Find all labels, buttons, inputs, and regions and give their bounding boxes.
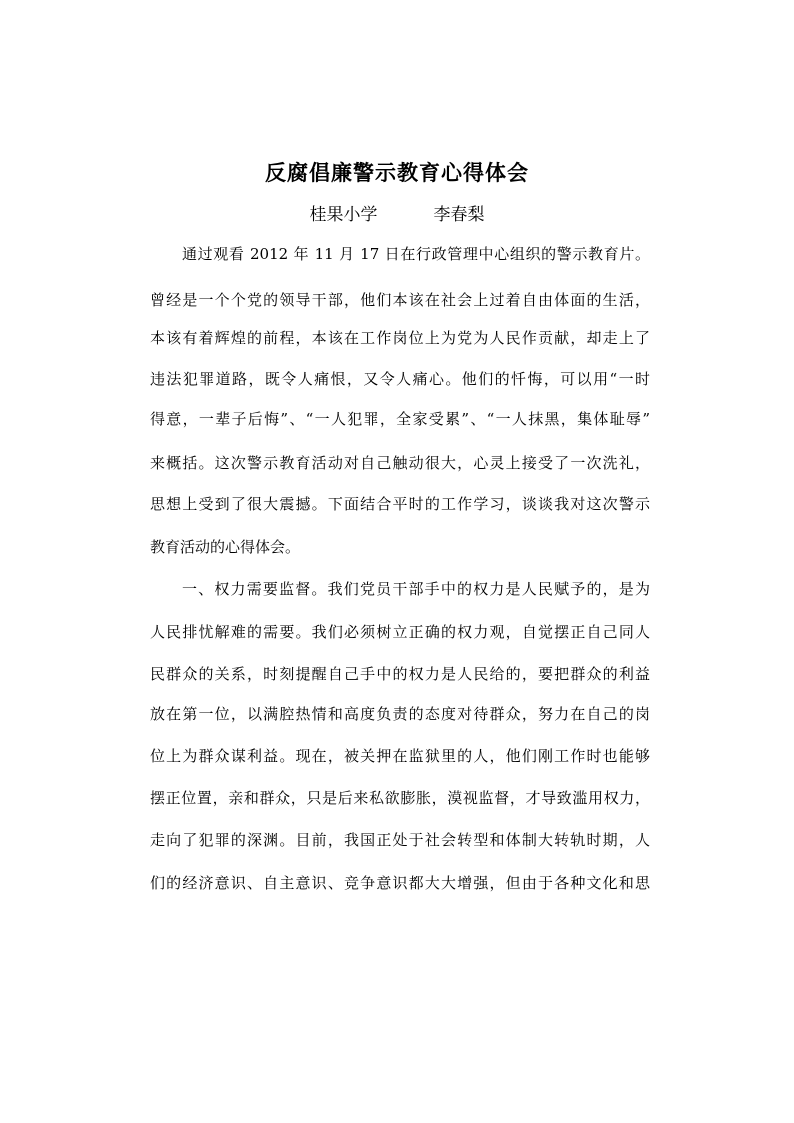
paragraph-1-line-5: 得意，一辈子后悔”、“一人犯罪，全家受累”、“一人抹黑，集体耻辱” (150, 410, 650, 428)
paragraph-1-line-6: 来概括。这次警示教育活动对自己触动很大，心灵上接受了一次洗礼， (150, 454, 650, 472)
paragraph-2-line-2: 人民排忧解难的需要。我们必须树立正确的权力观，自觉摆正自己同人 (150, 623, 650, 641)
paragraph-2-line-6: 摆正位置，亲和群众，只是后来私欲膨胀，漠视监督，才导致滥用权力， (150, 789, 650, 807)
paragraph-1-line-8: 教育活动的心得体会。 (150, 538, 301, 556)
byline (0, 200, 794, 230)
school-name: 桂果小学 (309, 205, 378, 225)
author-name: 李春梨 (433, 205, 485, 225)
paragraph-1-line-3: 本该有着辉煌的前程，本该在工作岗位上为党为人民作贡献，却走上了 (150, 329, 650, 347)
paragraph-1-line-2: 曾经是一个个党的领导干部，他们本该在社会上过着自由体面的生活， (150, 291, 650, 309)
document-title: 反腐倡廉警示教育心得体会 (265, 160, 529, 185)
paragraph-2-line-1: 一、权力需要监督。我们党员干部手中的权力是人民赋予的，是为 (182, 580, 650, 598)
paragraph-1-line-7: 思想上受到了很大震撼。下面结合平时的工作学习，谈谈我对这次警示 (150, 495, 650, 513)
paragraph-1-line-4: 违法犯罪道路，既令人痛恨，又令人痛心。他们的忏悔，可以用“一时 (150, 370, 650, 388)
paragraph-2-line-3: 民群众的关系，时刻提醒自己手中的权力是人民给的，要把群众的利益 (150, 665, 650, 683)
paragraph-1-line-1: 通过观看 2012 年 11 月 17 日在行政管理中心组织的警示教育片。 (182, 245, 650, 263)
paragraph-2-line-4: 放在第一位，以满腔热情和高度负责的态度对待群众，努力在自己的岗 (150, 705, 650, 723)
paragraph-2-line-7: 走向了犯罪的深渊。目前，我国正处于社会转型和体制大转轨时期，人 (150, 831, 650, 849)
paragraph-2-line-5: 位上为群众谋利益。现在，被关押在监狱里的人，他们刚工作时也能够 (150, 747, 650, 765)
paragraph-2-line-8: 们的经济意识、自主意识、竞争意识都大大增强，但由于各种文化和思 (150, 874, 650, 892)
